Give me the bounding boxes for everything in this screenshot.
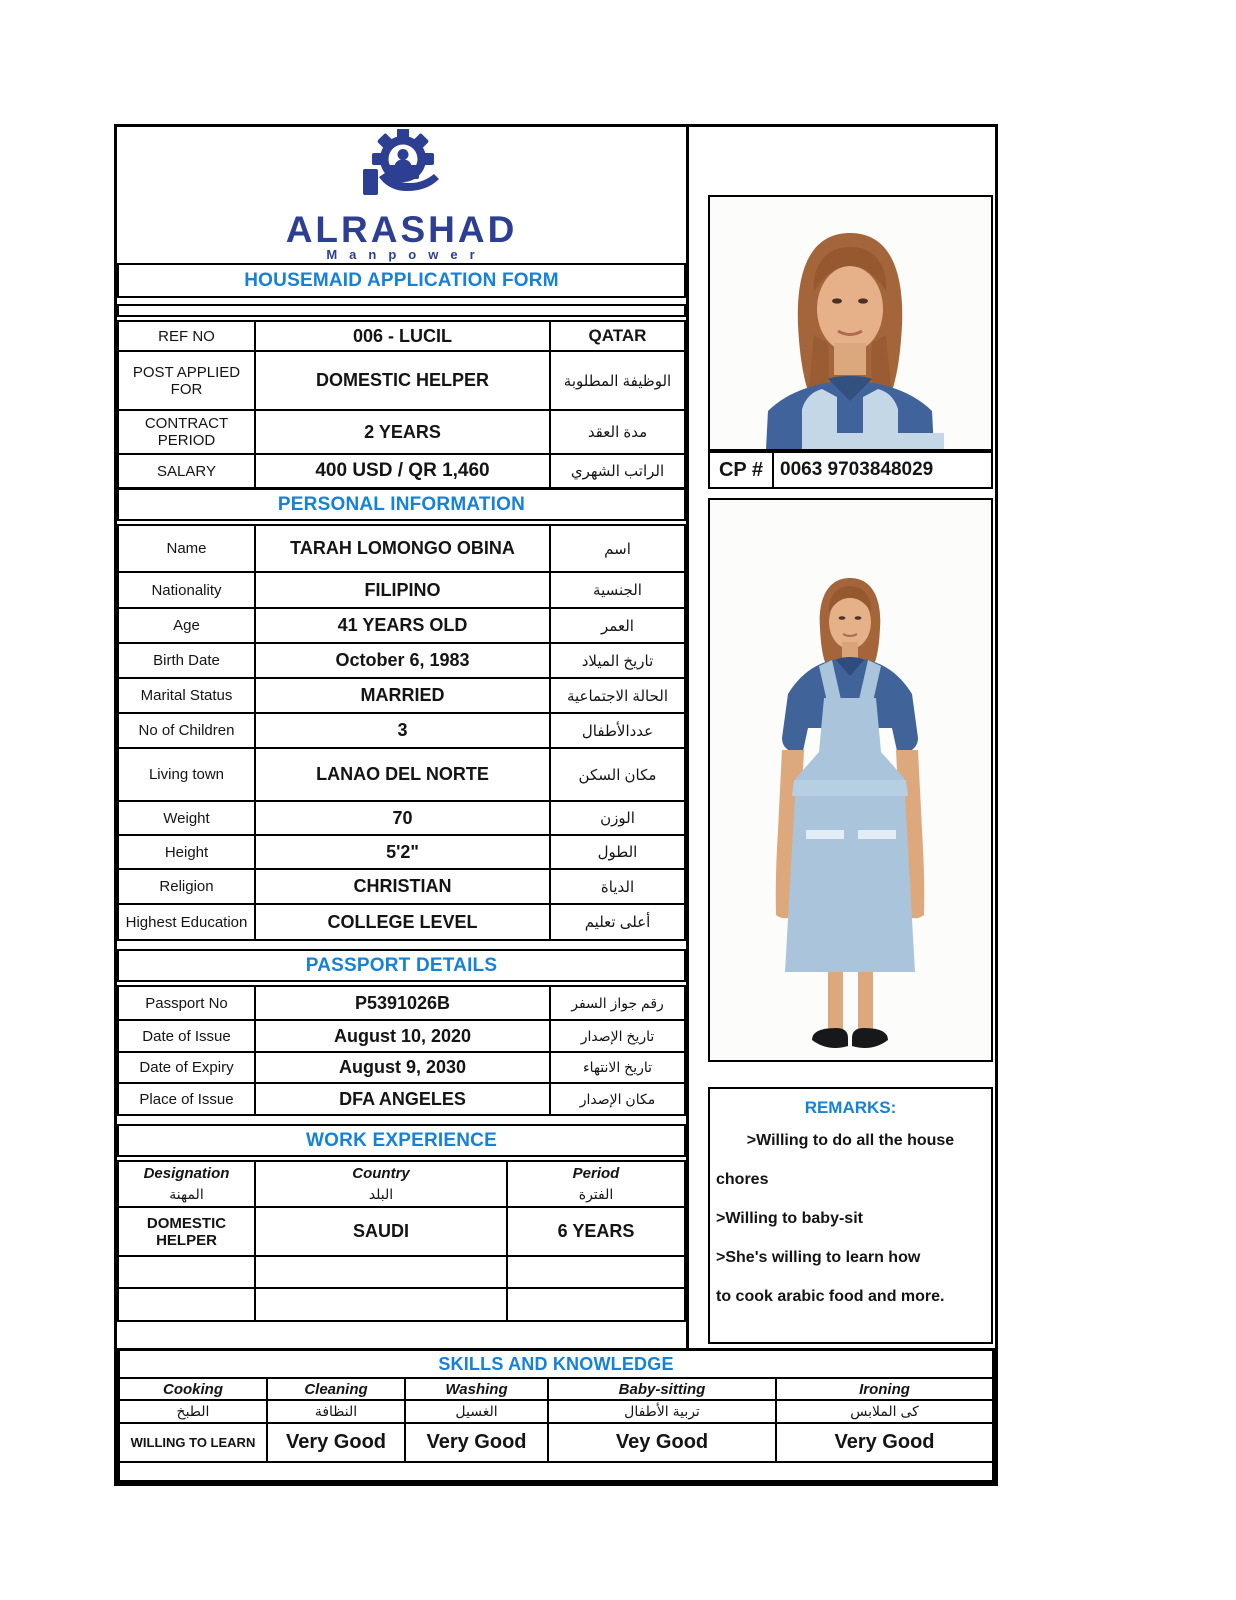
- field-arabic: أعلى تعليم: [551, 905, 684, 939]
- personal-info-header: PERSONAL INFORMATION: [117, 488, 686, 521]
- field-value: 400 USD / QR 1,460: [256, 455, 549, 487]
- field-arabic: تاريخ الميلاد: [551, 644, 684, 677]
- skill-column-en: Cooking: [120, 1379, 266, 1399]
- work-empty-cell: [508, 1289, 684, 1320]
- skill-column-en: Ironing: [777, 1379, 992, 1399]
- skill-rating: WILLING TO LEARN: [120, 1424, 266, 1461]
- skills-table: [117, 1348, 995, 1483]
- skill-column-ar: تربية الأطفال: [549, 1401, 775, 1422]
- field-label: REF NO: [119, 322, 254, 350]
- skills-empty-row: [120, 1463, 992, 1480]
- skill-rating: Very Good: [406, 1424, 547, 1461]
- field-label: Age: [119, 609, 254, 642]
- field-label: Height: [119, 836, 254, 868]
- field-arabic: العمر: [551, 609, 684, 642]
- field-label: Religion: [119, 870, 254, 903]
- field-label: Date of Issue: [119, 1021, 254, 1051]
- field-label: Highest Education: [119, 905, 254, 939]
- field-value: CHRISTIAN: [256, 870, 549, 903]
- field-label: Passport No: [119, 987, 254, 1019]
- field-label: No of Children: [119, 714, 254, 747]
- field-arabic: عددالأطفال: [551, 714, 684, 747]
- field-value: TARAH LOMONGO OBINA: [256, 526, 549, 571]
- field-value: FILIPINO: [256, 573, 549, 607]
- column-header-ar: البلد: [368, 1186, 394, 1202]
- remark-line: >Willing to baby-sit: [716, 1209, 863, 1227]
- field-arabic: مكان السكن: [551, 749, 684, 800]
- field-value: DOMESTIC HELPER: [256, 352, 549, 409]
- field-value: August 10, 2020: [256, 1021, 549, 1051]
- field-label: Date of Expiry: [119, 1053, 254, 1082]
- work-experience-table: [117, 1160, 686, 1322]
- field-arabic: الطول: [551, 836, 684, 868]
- work-column-header: [508, 1162, 684, 1206]
- field-label: Nationality: [119, 573, 254, 607]
- remark-line: >Willing to do all the house: [746, 1131, 955, 1149]
- work-empty-cell: [119, 1289, 254, 1320]
- field-value: 3: [256, 714, 549, 747]
- field-arabic: الوزن: [551, 802, 684, 834]
- brand-name: ALRASHAD: [285, 209, 518, 250]
- work-empty-cell: [508, 1257, 684, 1287]
- agency-logo: [117, 127, 686, 260]
- field-arabic: تاريخ الانتهاء: [551, 1053, 684, 1082]
- work-period: 6 YEARS: [508, 1208, 684, 1255]
- headshot-illustration: [710, 197, 991, 449]
- work-experience-header: WORK EXPERIENCE: [117, 1124, 686, 1157]
- field-label: Birth Date: [119, 644, 254, 677]
- field-value: 41 YEARS OLD: [256, 609, 549, 642]
- application-table: [117, 320, 686, 489]
- spacer-row: [117, 304, 686, 317]
- skill-column-ar: الغسيل: [406, 1401, 547, 1422]
- work-column-header: [119, 1162, 254, 1206]
- column-header-en: Country: [352, 1165, 410, 1182]
- personal-info-table: [117, 524, 686, 941]
- field-arabic: اسم: [551, 526, 684, 571]
- field-value: P5391026B: [256, 987, 549, 1019]
- field-arabic: الحالة الاجتماعية: [551, 679, 684, 712]
- column-header-en: Period: [572, 1165, 620, 1182]
- field-value: MARRIED: [256, 679, 549, 712]
- passport-details-header: PASSPORT DETAILS: [117, 949, 686, 982]
- field-arabic: الراتب الشهري: [551, 455, 684, 487]
- field-value: LANAO DEL NORTE: [256, 749, 549, 800]
- application-form-sheet: [114, 124, 998, 1486]
- skill-column-en: Washing: [406, 1379, 547, 1399]
- skill-column-en: Cleaning: [268, 1379, 404, 1399]
- field-value: 006 - LUCIL: [256, 322, 549, 350]
- work-country: SAUDI: [256, 1208, 506, 1255]
- skills-header: SKILLS AND KNOWLEDGE: [120, 1351, 992, 1377]
- field-arabic: تاريخ الإصدار: [551, 1021, 684, 1051]
- field-value: August 9, 2030: [256, 1053, 549, 1082]
- remark-line: >She's willing to learn how: [716, 1248, 921, 1266]
- field-arabic: الوظيفة المطلوبة: [551, 352, 684, 409]
- remarks-title: REMARKS:: [804, 1098, 897, 1117]
- field-label: Weight: [119, 802, 254, 834]
- column-header-en: Designation: [143, 1165, 230, 1182]
- passport-details-table: [117, 985, 686, 1116]
- brand-subtitle: Manpower: [326, 247, 487, 262]
- form-title: HOUSEMAID APPLICATION FORM: [117, 263, 686, 298]
- field-value: 70: [256, 802, 549, 834]
- field-label: Place of Issue: [119, 1084, 254, 1114]
- field-label: CONTRACT PERIOD: [119, 411, 254, 453]
- field-arabic: مكان الإصدار: [551, 1084, 684, 1114]
- field-arabic: الدياة: [551, 870, 684, 903]
- field-value: October 6, 1983: [256, 644, 549, 677]
- work-designation: DOMESTIC HELPER: [119, 1208, 254, 1255]
- field-label: POST APPLIED FOR: [119, 352, 254, 409]
- field-label: Marital Status: [119, 679, 254, 712]
- work-empty-cell: [256, 1289, 506, 1320]
- skill-rating: Vey Good: [549, 1424, 775, 1461]
- column-header-ar: الفترة: [578, 1186, 614, 1202]
- skill-rating: Very Good: [777, 1424, 992, 1461]
- form-left-column: [117, 127, 689, 1348]
- skill-rating: Very Good: [268, 1424, 404, 1461]
- cp-value: 0063 9703848029: [774, 453, 991, 487]
- skill-column-ar: النظافة: [268, 1401, 404, 1422]
- field-arabic: مدة العقد: [551, 411, 684, 453]
- work-empty-cell: [119, 1257, 254, 1287]
- skill-column-en: Baby-sitting: [549, 1379, 775, 1399]
- field-value: COLLEGE LEVEL: [256, 905, 549, 939]
- field-label: SALARY: [119, 455, 254, 487]
- work-column-header: [256, 1162, 506, 1206]
- manpower-gear-hand-icon: [327, 129, 477, 215]
- remark-line: to cook arabic food and more.: [716, 1287, 945, 1305]
- fullbody-illustration: [710, 500, 991, 1060]
- remark-line: chores: [716, 1170, 769, 1188]
- work-empty-cell: [256, 1257, 506, 1287]
- remarks-section: [708, 1087, 993, 1344]
- field-value: 2 YEARS: [256, 411, 549, 453]
- field-arabic: رقم جواز السفر: [551, 987, 684, 1019]
- cp-number-row: [708, 451, 993, 489]
- field-value: DFA ANGELES: [256, 1084, 549, 1114]
- cp-label: CP #: [710, 453, 772, 487]
- field-value: 5'2": [256, 836, 549, 868]
- skill-column-ar: كى الملابس: [777, 1401, 992, 1422]
- applicant-fullbody-photo: [708, 498, 993, 1062]
- field-arabic: الجنسية: [551, 573, 684, 607]
- applicant-headshot-photo: [708, 195, 993, 451]
- field-arabic: QATAR: [551, 322, 684, 350]
- field-label: Living town: [119, 749, 254, 800]
- skill-column-ar: الطبخ: [120, 1401, 266, 1422]
- field-label: Name: [119, 526, 254, 571]
- column-header-ar: المهنة: [169, 1186, 204, 1202]
